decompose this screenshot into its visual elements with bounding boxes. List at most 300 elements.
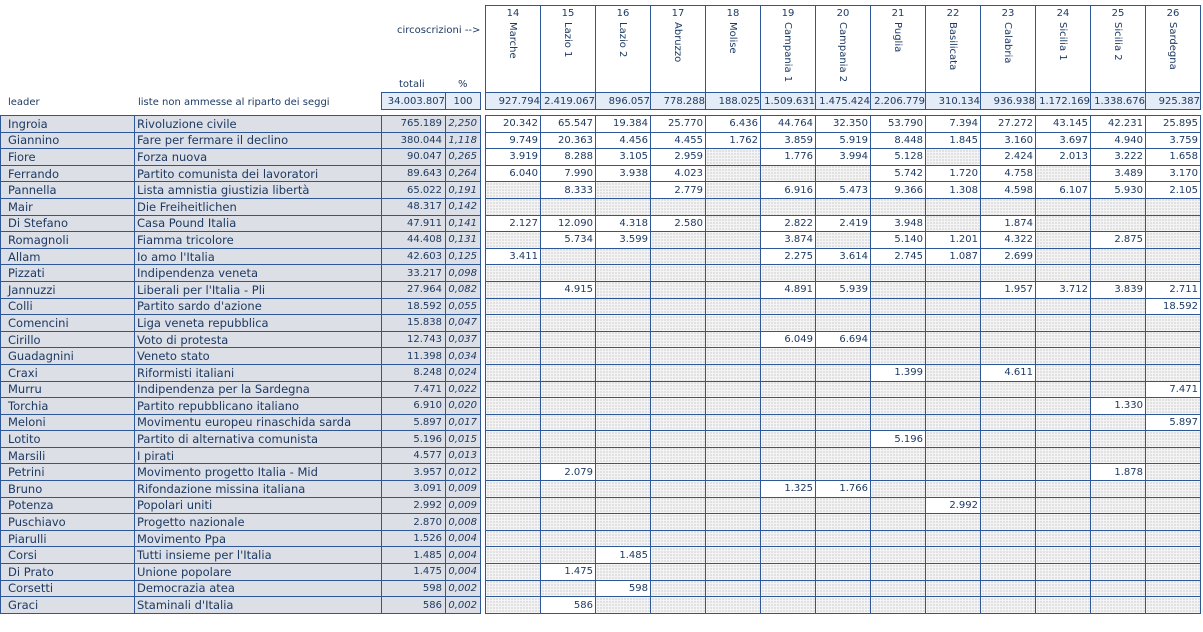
list-cell: Fiamma tricolore <box>135 232 382 249</box>
empty-cell <box>651 364 706 381</box>
empty-cell <box>651 497 706 514</box>
vote-cell: 4.611 <box>981 364 1036 381</box>
leader-cell: Di Stefano <box>1 215 135 232</box>
empty-cell <box>706 580 761 597</box>
vote-cell: 3.105 <box>596 149 651 166</box>
region-name: Lazio 1 <box>562 22 573 58</box>
empty-cell <box>596 198 651 215</box>
region-number: 26 <box>1166 8 1180 19</box>
vote-cell: 3.919 <box>486 149 541 166</box>
total-cell: 5.897 <box>382 414 446 431</box>
region-name: Campania 1 <box>782 22 793 83</box>
empty-cell <box>1146 331 1201 348</box>
empty-cell <box>1146 348 1201 365</box>
empty-cell <box>1036 514 1091 531</box>
region-number: 21 <box>891 8 905 19</box>
empty-cell <box>1036 348 1091 365</box>
empty-cell <box>761 580 816 597</box>
region-name: Sardegna <box>1167 22 1178 70</box>
vote-cell: 7.990 <box>541 165 596 182</box>
empty-cell <box>816 580 871 597</box>
empty-cell <box>816 198 871 215</box>
percent-cell: 0,009 <box>446 497 481 514</box>
empty-cell <box>596 464 651 481</box>
vote-cell: 9.749 <box>486 132 541 149</box>
empty-cell <box>706 414 761 431</box>
total-cell: 380.044 <box>382 132 446 149</box>
empty-cell <box>1146 530 1201 547</box>
empty-cell <box>1146 481 1201 498</box>
region-header-row <box>1 6 1201 93</box>
percent-cell: 0,098 <box>446 265 481 282</box>
region-number: 16 <box>616 8 630 19</box>
table-row <box>1 497 1201 514</box>
table-row <box>1 298 1201 315</box>
vote-cell: 4.456 <box>596 132 651 149</box>
empty-cell <box>706 298 761 315</box>
vote-cell: 20.363 <box>541 132 596 149</box>
table-row <box>1 530 1201 547</box>
vote-cell: 5.196 <box>871 431 926 448</box>
empty-cell <box>706 232 761 249</box>
percent-cell: 0,017 <box>446 414 481 431</box>
empty-cell <box>596 281 651 298</box>
empty-cell <box>981 431 1036 448</box>
empty-cell <box>706 398 761 415</box>
empty-cell <box>926 530 981 547</box>
empty-cell <box>706 165 761 182</box>
vote-cell: 3.489 <box>1091 165 1146 182</box>
vote-cell: 19.384 <box>596 116 651 133</box>
leader-cell: Comencini <box>1 315 135 332</box>
percent-cell: 0,022 <box>446 381 481 398</box>
list-cell: Indipendenza per la Sardegna <box>135 381 382 398</box>
vote-cell: 65.547 <box>541 116 596 133</box>
table-row <box>1 165 1201 182</box>
empty-cell <box>706 182 761 199</box>
table-row <box>1 398 1201 415</box>
empty-cell <box>1091 564 1146 581</box>
empty-cell <box>926 464 981 481</box>
empty-cell <box>926 580 981 597</box>
empty-cell <box>981 481 1036 498</box>
empty-cell <box>706 248 761 265</box>
empty-cell <box>541 497 596 514</box>
empty-cell <box>1036 580 1091 597</box>
empty-cell <box>486 514 541 531</box>
empty-cell <box>871 564 926 581</box>
empty-cell <box>816 315 871 332</box>
total-cell: 11.398 <box>382 348 446 365</box>
vote-cell: 5.919 <box>816 132 871 149</box>
empty-cell <box>816 514 871 531</box>
empty-cell <box>871 298 926 315</box>
empty-cell <box>816 381 871 398</box>
vote-cell: 2.105 <box>1146 182 1201 199</box>
region-name: Puglia <box>892 22 903 53</box>
empty-cell <box>1091 381 1146 398</box>
total-cell: 1.475 <box>382 564 446 581</box>
table-row <box>1 132 1201 149</box>
total-cell: 42.603 <box>382 248 446 265</box>
percent-label: % <box>458 79 468 90</box>
vote-cell: 3.614 <box>816 248 871 265</box>
empty-cell <box>981 381 1036 398</box>
region-name: Lazio 2 <box>617 22 628 58</box>
leader-cell: Ingroia <box>1 116 135 133</box>
totals-row <box>1 93 1201 110</box>
region-number: 18 <box>726 8 740 19</box>
empty-cell <box>1146 248 1201 265</box>
vote-cell: 25.895 <box>1146 116 1201 133</box>
empty-cell <box>926 281 981 298</box>
empty-cell <box>651 530 706 547</box>
vote-cell: 1.308 <box>926 182 981 199</box>
empty-cell <box>596 564 651 581</box>
total-cell: 4.577 <box>382 447 446 464</box>
empty-cell <box>1091 298 1146 315</box>
list-cell: Liga veneta repubblica <box>135 315 382 332</box>
empty-cell <box>1036 265 1091 282</box>
empty-cell <box>706 431 761 448</box>
empty-cell <box>761 564 816 581</box>
vote-cell: 2.419 <box>816 215 871 232</box>
vote-cell: 4.023 <box>651 165 706 182</box>
empty-cell <box>541 431 596 448</box>
empty-cell <box>761 298 816 315</box>
total-cell: 27.964 <box>382 281 446 298</box>
empty-cell <box>541 414 596 431</box>
vote-cell: 6.436 <box>706 116 761 133</box>
empty-cell <box>1146 431 1201 448</box>
vote-cell: 44.764 <box>761 116 816 133</box>
empty-cell <box>761 381 816 398</box>
list-cell: Rivoluzione civile <box>135 116 382 133</box>
empty-cell <box>706 281 761 298</box>
vote-cell: 1.485 <box>596 547 651 564</box>
empty-cell <box>706 564 761 581</box>
empty-cell <box>816 547 871 564</box>
empty-cell <box>541 198 596 215</box>
empty-cell <box>541 580 596 597</box>
vote-cell: 4.598 <box>981 182 1036 199</box>
empty-cell <box>871 414 926 431</box>
table-row <box>1 348 1201 365</box>
vote-cell: 8.333 <box>541 182 596 199</box>
table-row <box>1 514 1201 531</box>
vote-cell: 3.994 <box>816 149 871 166</box>
empty-cell <box>651 447 706 464</box>
empty-cell <box>486 564 541 581</box>
list-cell: Fare per fermare il declino <box>135 132 382 149</box>
empty-cell <box>596 597 651 614</box>
empty-cell <box>1146 497 1201 514</box>
empty-cell <box>871 265 926 282</box>
leader-cell: Giannino <box>1 132 135 149</box>
empty-cell <box>871 331 926 348</box>
vote-cell: 3.411 <box>486 248 541 265</box>
empty-cell <box>981 464 1036 481</box>
empty-cell <box>1036 364 1091 381</box>
empty-cell <box>541 398 596 415</box>
empty-cell <box>1036 198 1091 215</box>
vote-cell: 3.712 <box>1036 281 1091 298</box>
empty-cell <box>926 364 981 381</box>
vote-cell: 3.170 <box>1146 165 1201 182</box>
empty-cell <box>651 464 706 481</box>
leader-cell: Jannuzzi <box>1 281 135 298</box>
empty-cell <box>871 530 926 547</box>
empty-cell <box>1091 364 1146 381</box>
empty-cell <box>981 348 1036 365</box>
region-number: 22 <box>946 8 960 19</box>
region-total: 927.794 <box>486 93 541 110</box>
vote-cell: 2.275 <box>761 248 816 265</box>
empty-cell <box>981 315 1036 332</box>
empty-cell <box>486 481 541 498</box>
empty-cell <box>651 298 706 315</box>
percent-cell: 0,004 <box>446 547 481 564</box>
empty-cell <box>816 398 871 415</box>
vote-cell: 1.845 <box>926 132 981 149</box>
empty-cell <box>816 464 871 481</box>
vote-cell: 4.322 <box>981 232 1036 249</box>
empty-cell <box>871 398 926 415</box>
region-total: 1.475.424 <box>816 93 871 110</box>
leader-cell: Petrini <box>1 464 135 481</box>
empty-cell <box>871 597 926 614</box>
empty-cell <box>706 348 761 365</box>
empty-cell <box>871 315 926 332</box>
empty-cell <box>706 597 761 614</box>
table-row <box>1 364 1201 381</box>
vote-cell: 1.766 <box>816 481 871 498</box>
empty-cell <box>761 348 816 365</box>
empty-cell <box>1036 381 1091 398</box>
empty-cell <box>816 298 871 315</box>
list-cell: Movimento Ppa <box>135 530 382 547</box>
empty-cell <box>651 381 706 398</box>
region-name: Calabria <box>1002 22 1013 64</box>
percent-cell: 0,264 <box>446 165 481 182</box>
empty-cell <box>871 514 926 531</box>
empty-cell <box>651 514 706 531</box>
empty-cell <box>1036 298 1091 315</box>
region-header <box>761 6 816 93</box>
vote-cell: 3.160 <box>981 132 1036 149</box>
empty-cell <box>1091 597 1146 614</box>
region-total: 2.419.067 <box>541 93 596 110</box>
vote-cell: 3.697 <box>1036 132 1091 149</box>
empty-cell <box>596 398 651 415</box>
empty-cell <box>871 547 926 564</box>
empty-cell <box>486 447 541 464</box>
empty-cell <box>1036 564 1091 581</box>
table-row <box>1 149 1201 166</box>
empty-cell <box>486 580 541 597</box>
empty-cell <box>651 431 706 448</box>
region-name: Marche <box>507 22 518 59</box>
empty-cell <box>706 215 761 232</box>
leader-cell: Pizzati <box>1 265 135 282</box>
empty-cell <box>1091 580 1146 597</box>
empty-cell <box>926 414 981 431</box>
leader-cell: Corsetti <box>1 580 135 597</box>
region-number: 14 <box>506 8 520 19</box>
empty-cell <box>706 315 761 332</box>
leader-cell: Graci <box>1 597 135 614</box>
percent-cell: 0,012 <box>446 464 481 481</box>
region-header <box>706 6 761 93</box>
total-cell: 1.526 <box>382 530 446 547</box>
empty-cell <box>1091 514 1146 531</box>
region-name: Molise <box>727 22 738 54</box>
region-total: 1.172.169 <box>1036 93 1091 110</box>
empty-cell <box>871 348 926 365</box>
vote-cell: 5.939 <box>816 281 871 298</box>
circoscrizioni-label: circoscrizioni --> <box>397 25 481 36</box>
vote-cell: 1.201 <box>926 232 981 249</box>
empty-cell <box>596 298 651 315</box>
vote-cell: 6.040 <box>486 165 541 182</box>
empty-cell <box>981 547 1036 564</box>
region-header <box>926 6 981 93</box>
empty-cell <box>761 530 816 547</box>
vote-cell: 3.859 <box>761 132 816 149</box>
vote-cell: 32.350 <box>816 116 871 133</box>
empty-cell <box>871 464 926 481</box>
empty-cell <box>486 381 541 398</box>
region-number: 15 <box>561 8 575 19</box>
percent-cell: 0,013 <box>446 447 481 464</box>
empty-cell <box>761 398 816 415</box>
empty-cell <box>981 580 1036 597</box>
region-header <box>541 6 596 93</box>
percent-cell: 0,002 <box>446 597 481 614</box>
list-cell: Movimentu europeu rinaschida sarda <box>135 414 382 431</box>
vote-cell: 2.013 <box>1036 149 1091 166</box>
empty-cell <box>706 265 761 282</box>
empty-cell <box>761 198 816 215</box>
empty-cell <box>926 481 981 498</box>
table-row <box>1 447 1201 464</box>
percent-cell: 0,191 <box>446 182 481 199</box>
vote-cell: 6.694 <box>816 331 871 348</box>
empty-cell <box>651 398 706 415</box>
vote-cell: 1.776 <box>761 149 816 166</box>
vote-cell: 2.959 <box>651 149 706 166</box>
leader-cell: Ferrando <box>1 165 135 182</box>
list-cell: Casa Pound Italia <box>135 215 382 232</box>
empty-cell <box>926 149 981 166</box>
empty-cell <box>541 514 596 531</box>
percent-cell: 0,009 <box>446 481 481 498</box>
empty-cell <box>761 447 816 464</box>
total-cell: 598 <box>382 580 446 597</box>
empty-cell <box>596 514 651 531</box>
vote-cell: 6.916 <box>761 182 816 199</box>
empty-cell <box>926 514 981 531</box>
table-row <box>1 597 1201 614</box>
empty-cell <box>1036 530 1091 547</box>
vote-cell: 1.957 <box>981 281 1036 298</box>
region-header <box>1036 6 1091 93</box>
empty-cell <box>761 414 816 431</box>
empty-cell <box>596 364 651 381</box>
empty-cell <box>1091 414 1146 431</box>
empty-cell <box>816 431 871 448</box>
empty-cell <box>1091 331 1146 348</box>
vote-cell: 2.992 <box>926 497 981 514</box>
vote-cell: 2.822 <box>761 215 816 232</box>
empty-cell <box>1036 547 1091 564</box>
total-cell: 3.091 <box>382 481 446 498</box>
leader-cell: Torchia <box>1 398 135 415</box>
empty-cell <box>541 265 596 282</box>
vote-cell: 4.318 <box>596 215 651 232</box>
empty-cell <box>871 198 926 215</box>
empty-cell <box>651 547 706 564</box>
list-cell: Io amo l'Italia <box>135 248 382 265</box>
empty-cell <box>1091 265 1146 282</box>
vote-cell: 3.938 <box>596 165 651 182</box>
empty-cell <box>981 447 1036 464</box>
region-total: 1.338.676 <box>1091 93 1146 110</box>
region-name: Basilicata <box>947 22 958 71</box>
empty-cell <box>926 198 981 215</box>
empty-cell <box>1036 447 1091 464</box>
region-total: 310.134 <box>926 93 981 110</box>
empty-cell <box>761 547 816 564</box>
table-row <box>1 281 1201 298</box>
total-cell: 47.911 <box>382 215 446 232</box>
region-name: Campania 2 <box>837 22 848 83</box>
empty-cell <box>1146 398 1201 415</box>
region-total: 2.206.779 <box>871 93 926 110</box>
vote-cell: 4.758 <box>981 165 1036 182</box>
list-cell: Veneto stato <box>135 348 382 365</box>
empty-cell <box>1036 431 1091 448</box>
total-cell: 18.592 <box>382 298 446 315</box>
empty-cell <box>1146 232 1201 249</box>
table-row <box>1 232 1201 249</box>
empty-cell <box>926 331 981 348</box>
empty-cell <box>596 414 651 431</box>
empty-cell <box>596 265 651 282</box>
empty-cell <box>816 564 871 581</box>
total-cell: 2.870 <box>382 514 446 531</box>
region-header <box>1146 6 1201 93</box>
empty-cell <box>981 564 1036 581</box>
total-cell: 2.992 <box>382 497 446 514</box>
region-total: 925.387 <box>1146 93 1201 110</box>
leader-cell: Meloni <box>1 414 135 431</box>
percent-cell: 0,002 <box>446 580 481 597</box>
empty-cell <box>706 149 761 166</box>
vote-cell: 5.140 <box>871 232 926 249</box>
leader-cell: Bruno <box>1 481 135 498</box>
empty-cell <box>706 481 761 498</box>
empty-cell <box>871 281 926 298</box>
empty-cell <box>651 315 706 332</box>
empty-cell <box>926 298 981 315</box>
region-header <box>651 6 706 93</box>
empty-cell <box>816 414 871 431</box>
empty-cell <box>926 215 981 232</box>
empty-cell <box>926 431 981 448</box>
empty-cell <box>1091 530 1146 547</box>
list-cell: Die Freiheitlichen <box>135 198 382 215</box>
